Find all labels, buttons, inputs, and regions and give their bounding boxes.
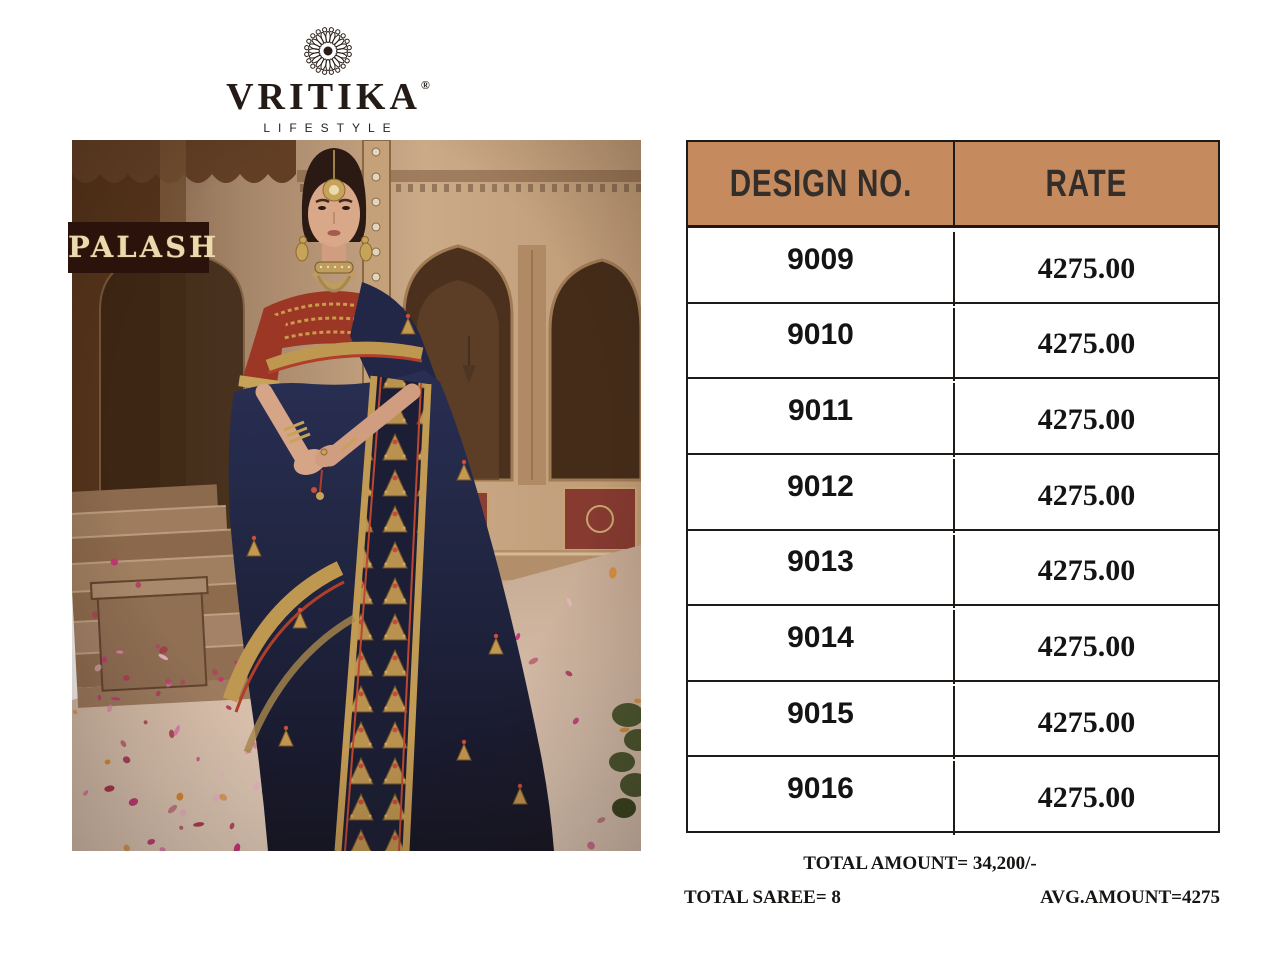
table-body [688,228,1218,831]
rate-cell: 4275.00 [953,610,1218,684]
total-amount: TOTAL AMOUNT= 34,200/- [803,853,1037,874]
table-row [688,757,1218,831]
design-cell: 9014 [787,620,854,654]
table-row [688,455,1218,531]
rate-cell: 4275.00 [953,232,1218,306]
rate-cell: 4275.00 [953,535,1218,609]
table-row [688,304,1218,380]
table-header-row [688,142,1218,228]
rate-header: RATE [953,142,1218,225]
total-saree: TOTAL SAREE= 8 [684,887,841,908]
rate-cell: 4275.00 [953,308,1218,382]
design-cell: 9016 [787,772,854,806]
rate-cell: 4275.00 [953,383,1218,457]
design-cell: 9009 [787,242,854,276]
table-row [688,606,1218,682]
design-cell: 9010 [787,318,854,352]
table-row [688,531,1218,607]
brand-tagline: LIFESTYLE [263,120,399,135]
rate-cell: 4275.00 [953,761,1218,835]
product-photo [68,140,641,851]
brand-logo [178,26,478,135]
brand-name [178,78,478,118]
brand-wordmark: VRITIKA [226,76,421,118]
table-row [688,379,1218,455]
table-row [688,228,1218,304]
mandala-flower-icon [303,26,353,76]
avg-amount: AVG.AMOUNT=4275 [1040,887,1220,908]
design-cell: 9011 [787,394,854,428]
price-table [686,140,1220,833]
rate-cell: 4275.00 [953,686,1218,760]
design-cell: 9012 [787,469,854,503]
rate-cell: 4275.00 [953,459,1218,533]
design-no-header: DESIGN NO. [729,162,912,205]
registered-mark: ® [420,78,430,92]
table-row [688,682,1218,758]
collection-label: PALASH [68,222,209,273]
design-cell: 9013 [787,545,854,579]
design-cell: 9015 [787,696,854,730]
